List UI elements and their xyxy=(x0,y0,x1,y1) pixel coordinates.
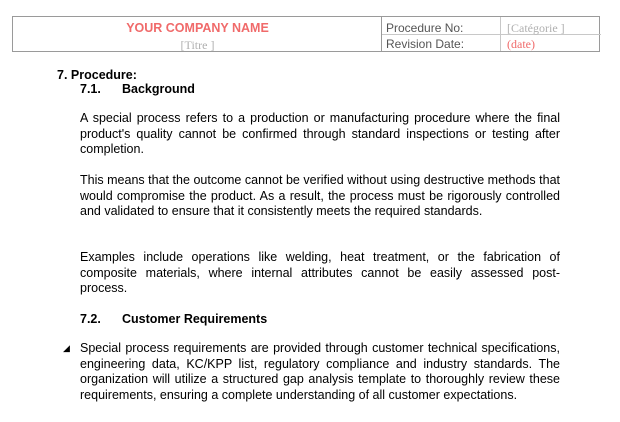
company-name: YOUR COMPANY NAME xyxy=(126,21,269,35)
paragraph: Examples include operations like welding, heat treatment, or the fabrication of composite materials, where internal attributes cannot be easily assessed post-process. xyxy=(80,250,560,295)
section-title: Procedure: xyxy=(70,68,137,82)
subsection-heading-customer-requirements xyxy=(80,312,267,326)
subsection-number: 7.1. xyxy=(80,82,101,96)
subsection-number: 7.2. xyxy=(80,312,101,326)
title-placeholder: [Titre ] xyxy=(180,38,215,52)
section-number: 7. xyxy=(57,68,68,82)
procedure-no-label: Procedure No: xyxy=(386,21,464,35)
revision-date-value: (date) xyxy=(507,37,535,51)
revision-date-label: Revision Date: xyxy=(386,37,465,51)
document-header-table xyxy=(12,16,600,52)
header-column-divider xyxy=(500,17,501,51)
paragraph: Special process requirements are provided through customer technical specifications, engineering data, KC/KPP list, regulatory compliance and industry standards. The organization will utilize a structured gap analysis template to thoroughly review these requirements, ensuring a complete understanding of all customer expectations. xyxy=(80,341,560,402)
triangle-bullet-icon[interactable]: ◢ xyxy=(63,343,70,353)
subsection-title: Customer Requirements xyxy=(122,312,268,326)
header-left-cell xyxy=(13,17,382,51)
paragraph: A special process refers to a production or manufacturing procedure where the final product's quality cannot be confirmed through standard inspections or testing after completion. xyxy=(80,111,560,156)
procedure-no-value: [Catégorie ] xyxy=(507,21,565,35)
section-heading xyxy=(57,68,137,82)
subsection-heading-background xyxy=(80,82,195,96)
paragraph: This means that the outcome cannot be verified without using destructive methods that would compromise the product. As a result, the process must be rigorously controlled and validated to ensure that it consistently meets the required standards. xyxy=(80,173,560,218)
subsection-title: Background xyxy=(122,82,195,96)
